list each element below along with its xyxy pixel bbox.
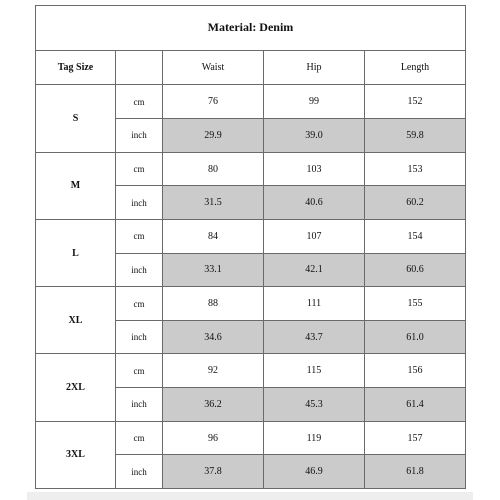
waist-value: 84	[163, 219, 264, 253]
size-label: XL	[36, 287, 116, 354]
size-label: 2XL	[36, 354, 116, 421]
waist-value: 92	[163, 354, 264, 388]
length-value: 155	[365, 287, 466, 321]
unit-label: cm	[116, 152, 163, 186]
waist-value: 80	[163, 152, 264, 186]
hip-value: 43.7	[264, 320, 365, 354]
hip-value: 111	[264, 287, 365, 321]
unit-label: cm	[116, 287, 163, 321]
header-row	[36, 50, 466, 85]
table-row	[36, 287, 466, 321]
hip-value: 99	[264, 85, 365, 119]
unit-label: inch	[116, 388, 163, 422]
table-row	[36, 152, 466, 186]
unit-label: inch	[116, 119, 163, 153]
length-value: 153	[365, 152, 466, 186]
waist-value: 96	[163, 421, 264, 455]
waist-value: 36.2	[163, 388, 264, 422]
unit-label: inch	[116, 320, 163, 354]
hip-value: 103	[264, 152, 365, 186]
length-value: 60.2	[365, 186, 466, 220]
table-title: Material: Denim	[36, 6, 466, 51]
unit-label: inch	[116, 253, 163, 287]
waist-value: 88	[163, 287, 264, 321]
hip-value: 40.6	[264, 186, 365, 220]
waist-value: 76	[163, 85, 264, 119]
length-value: 156	[365, 354, 466, 388]
size-label: 3XL	[36, 421, 116, 488]
table-row	[36, 219, 466, 253]
hip-value: 115	[264, 354, 365, 388]
length-value: 157	[365, 421, 466, 455]
unit-label: inch	[116, 186, 163, 220]
waist-value: 34.6	[163, 320, 264, 354]
unit-label: cm	[116, 85, 163, 119]
table-row	[36, 421, 466, 455]
length-value: 59.8	[365, 119, 466, 153]
length-value: 61.8	[365, 455, 466, 489]
size-label: L	[36, 219, 116, 286]
waist-value: 31.5	[163, 186, 264, 220]
hip-value: 39.0	[264, 119, 365, 153]
hip-value: 42.1	[264, 253, 365, 287]
hip-value: 107	[264, 219, 365, 253]
length-value: 60.6	[365, 253, 466, 287]
length-value: 61.4	[365, 388, 466, 422]
header-unit	[116, 50, 163, 85]
size-chart-table	[35, 5, 466, 489]
hip-value: 119	[264, 421, 365, 455]
length-value: 61.0	[365, 320, 466, 354]
header-length: Length	[365, 50, 466, 85]
waist-value: 29.9	[163, 119, 264, 153]
table-row	[36, 85, 466, 119]
header-waist: Waist	[163, 50, 264, 85]
hip-value: 46.9	[264, 455, 365, 489]
unit-label: cm	[116, 354, 163, 388]
header-tag-size: Tag Size	[36, 50, 116, 85]
length-value: 154	[365, 219, 466, 253]
unit-label: inch	[116, 455, 163, 489]
size-label: M	[36, 152, 116, 219]
waist-value: 33.1	[163, 253, 264, 287]
title-row	[36, 6, 466, 51]
unit-label: cm	[116, 219, 163, 253]
header-hip: Hip	[264, 50, 365, 85]
size-label: S	[36, 85, 116, 152]
unit-label: cm	[116, 421, 163, 455]
table-row	[36, 354, 466, 388]
hip-value: 45.3	[264, 388, 365, 422]
length-value: 152	[365, 85, 466, 119]
bottom-scroll-strip	[27, 492, 473, 500]
waist-value: 37.8	[163, 455, 264, 489]
